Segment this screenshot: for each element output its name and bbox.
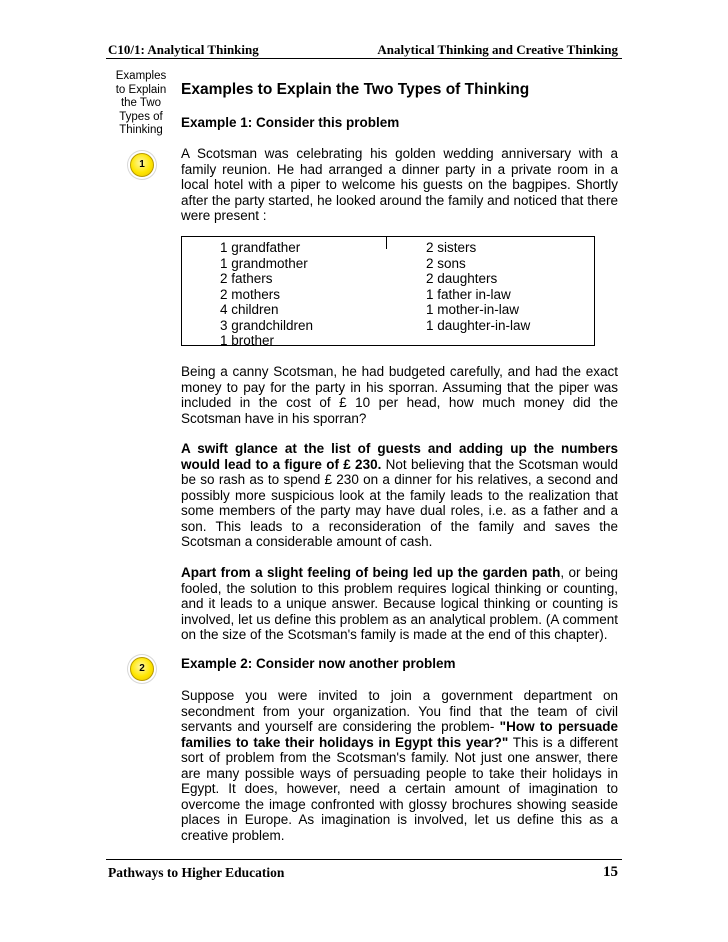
example-1-badge-icon [130,153,154,177]
header-chapter-title: Analytical Thinking and Creative Thinking [377,42,618,57]
footer-publication: Pathways to Higher Education [108,865,285,880]
guest-item: 1 grandfather [220,240,301,255]
page-header [106,40,622,59]
guest-list-left [220,240,313,349]
margin-note [113,70,169,138]
glance-bold-text: A swift glance at the list of guests and adding up the numbers would lead to a figure of £ 230. [181,441,618,472]
badge-number: 2 [139,663,145,674]
guest-list-right [426,240,530,333]
guest-list-table [181,236,595,346]
guest-item: 1 father in-law [426,286,511,302]
margin-note-line: Examples [115,70,167,82]
example-1-intro: A Scotsman was celebrating his golden wedding anniversary with a family reunion. He had arranged a dinner party in a private room in a local hotel with a piper to welcome his guests on the bagpipes. Shortly after the party started, he looked around the family and noticed that there were present : [181,146,618,223]
example-2-text-end: This is a different sort of problem from the Scotsman's family. Not just one answer, there are many possible ways of persuading people to take their holidays in Egypt. It does, however, need a certain amount of imagination to overcome the image confronted with glossy brochures showing seaside places in Europe. As imagination is involved, let us define this as a creative problem. [181,734,618,843]
table-divider [386,237,387,249]
guest-item: 1 brother [220,333,275,348]
guest-item: 1 grandmother [220,255,308,271]
apart-rest-text: , or being fooled, the solution to this problem requires logical thinking or counting, and it leads to a unique answer. Because logical thinking or counting is involved, let us define this problem as an analytical problem. (A comment on the size of the Scotsman's family is made at the end of this chapter). [181,565,618,642]
glance-rest-text: Not believing that the Scotsman would be so rash as to spend £ 230 on a dinner for his relatives, a second and possibly more suspicious look at the family leads to the realization that some members of the party may have dual roles, i.e. as a father and a son. This leads to a reconsideration of the family and saves the Scotsman a considerable amount of cash. [181,456,618,549]
example-1-budget-paragraph: Being a canny Scotsman, he had budgeted carefully, and had the exact money to pay for the party in his sporran. Assuming that the piper was included in the cost of £ 10 per head, how much money did the Scotsman have in his sporran? [181,364,618,426]
badge-number: 1 [139,159,145,170]
margin-note-line: Thinking [119,124,163,136]
example-1-heading: Example 1: Consider this problem [181,115,400,130]
apart-bold-text: Apart from a slight feeling of being led up the garden path [181,565,561,580]
margin-note-line: Types of [119,110,163,123]
example-1-glance-paragraph [181,441,618,550]
margin-note-line: to Explain [115,83,167,96]
section-title: Examples to Explain the Two Types of Thinking [181,81,530,98]
page-footer [106,859,622,880]
example-2-heading: Example 2: Consider now another problem [181,656,456,671]
example-2-text-start: Suppose you were invited to join a government department on secondment from your organization. You find that the team of civil servants and yourself are considering the problem- [181,688,618,734]
margin-note-line: the Two [120,97,162,109]
guest-item: 2 sisters [426,240,477,255]
example-2-badge-icon [130,657,154,681]
guest-item: 2 sons [426,255,466,271]
guest-item: 3 grandchildren [220,317,314,333]
guest-item: 2 daughters [426,271,498,286]
header-course-code: C10/1: Analytical Thinking [108,42,259,57]
guest-item: 4 children [220,302,279,317]
guest-item: 2 fathers [220,271,273,286]
example-2-paragraph [181,688,618,843]
guest-item: 1 daughter-in-law [426,317,531,333]
guest-item: 2 mothers [220,286,281,302]
page-number: 15 [603,864,618,880]
example-2-bold-question: "How to persuade families to take their holidays in Egypt this year?" [181,719,618,750]
example-1-conclusion-paragraph [181,565,618,643]
guest-item: 1 mother-in-law [426,302,520,317]
